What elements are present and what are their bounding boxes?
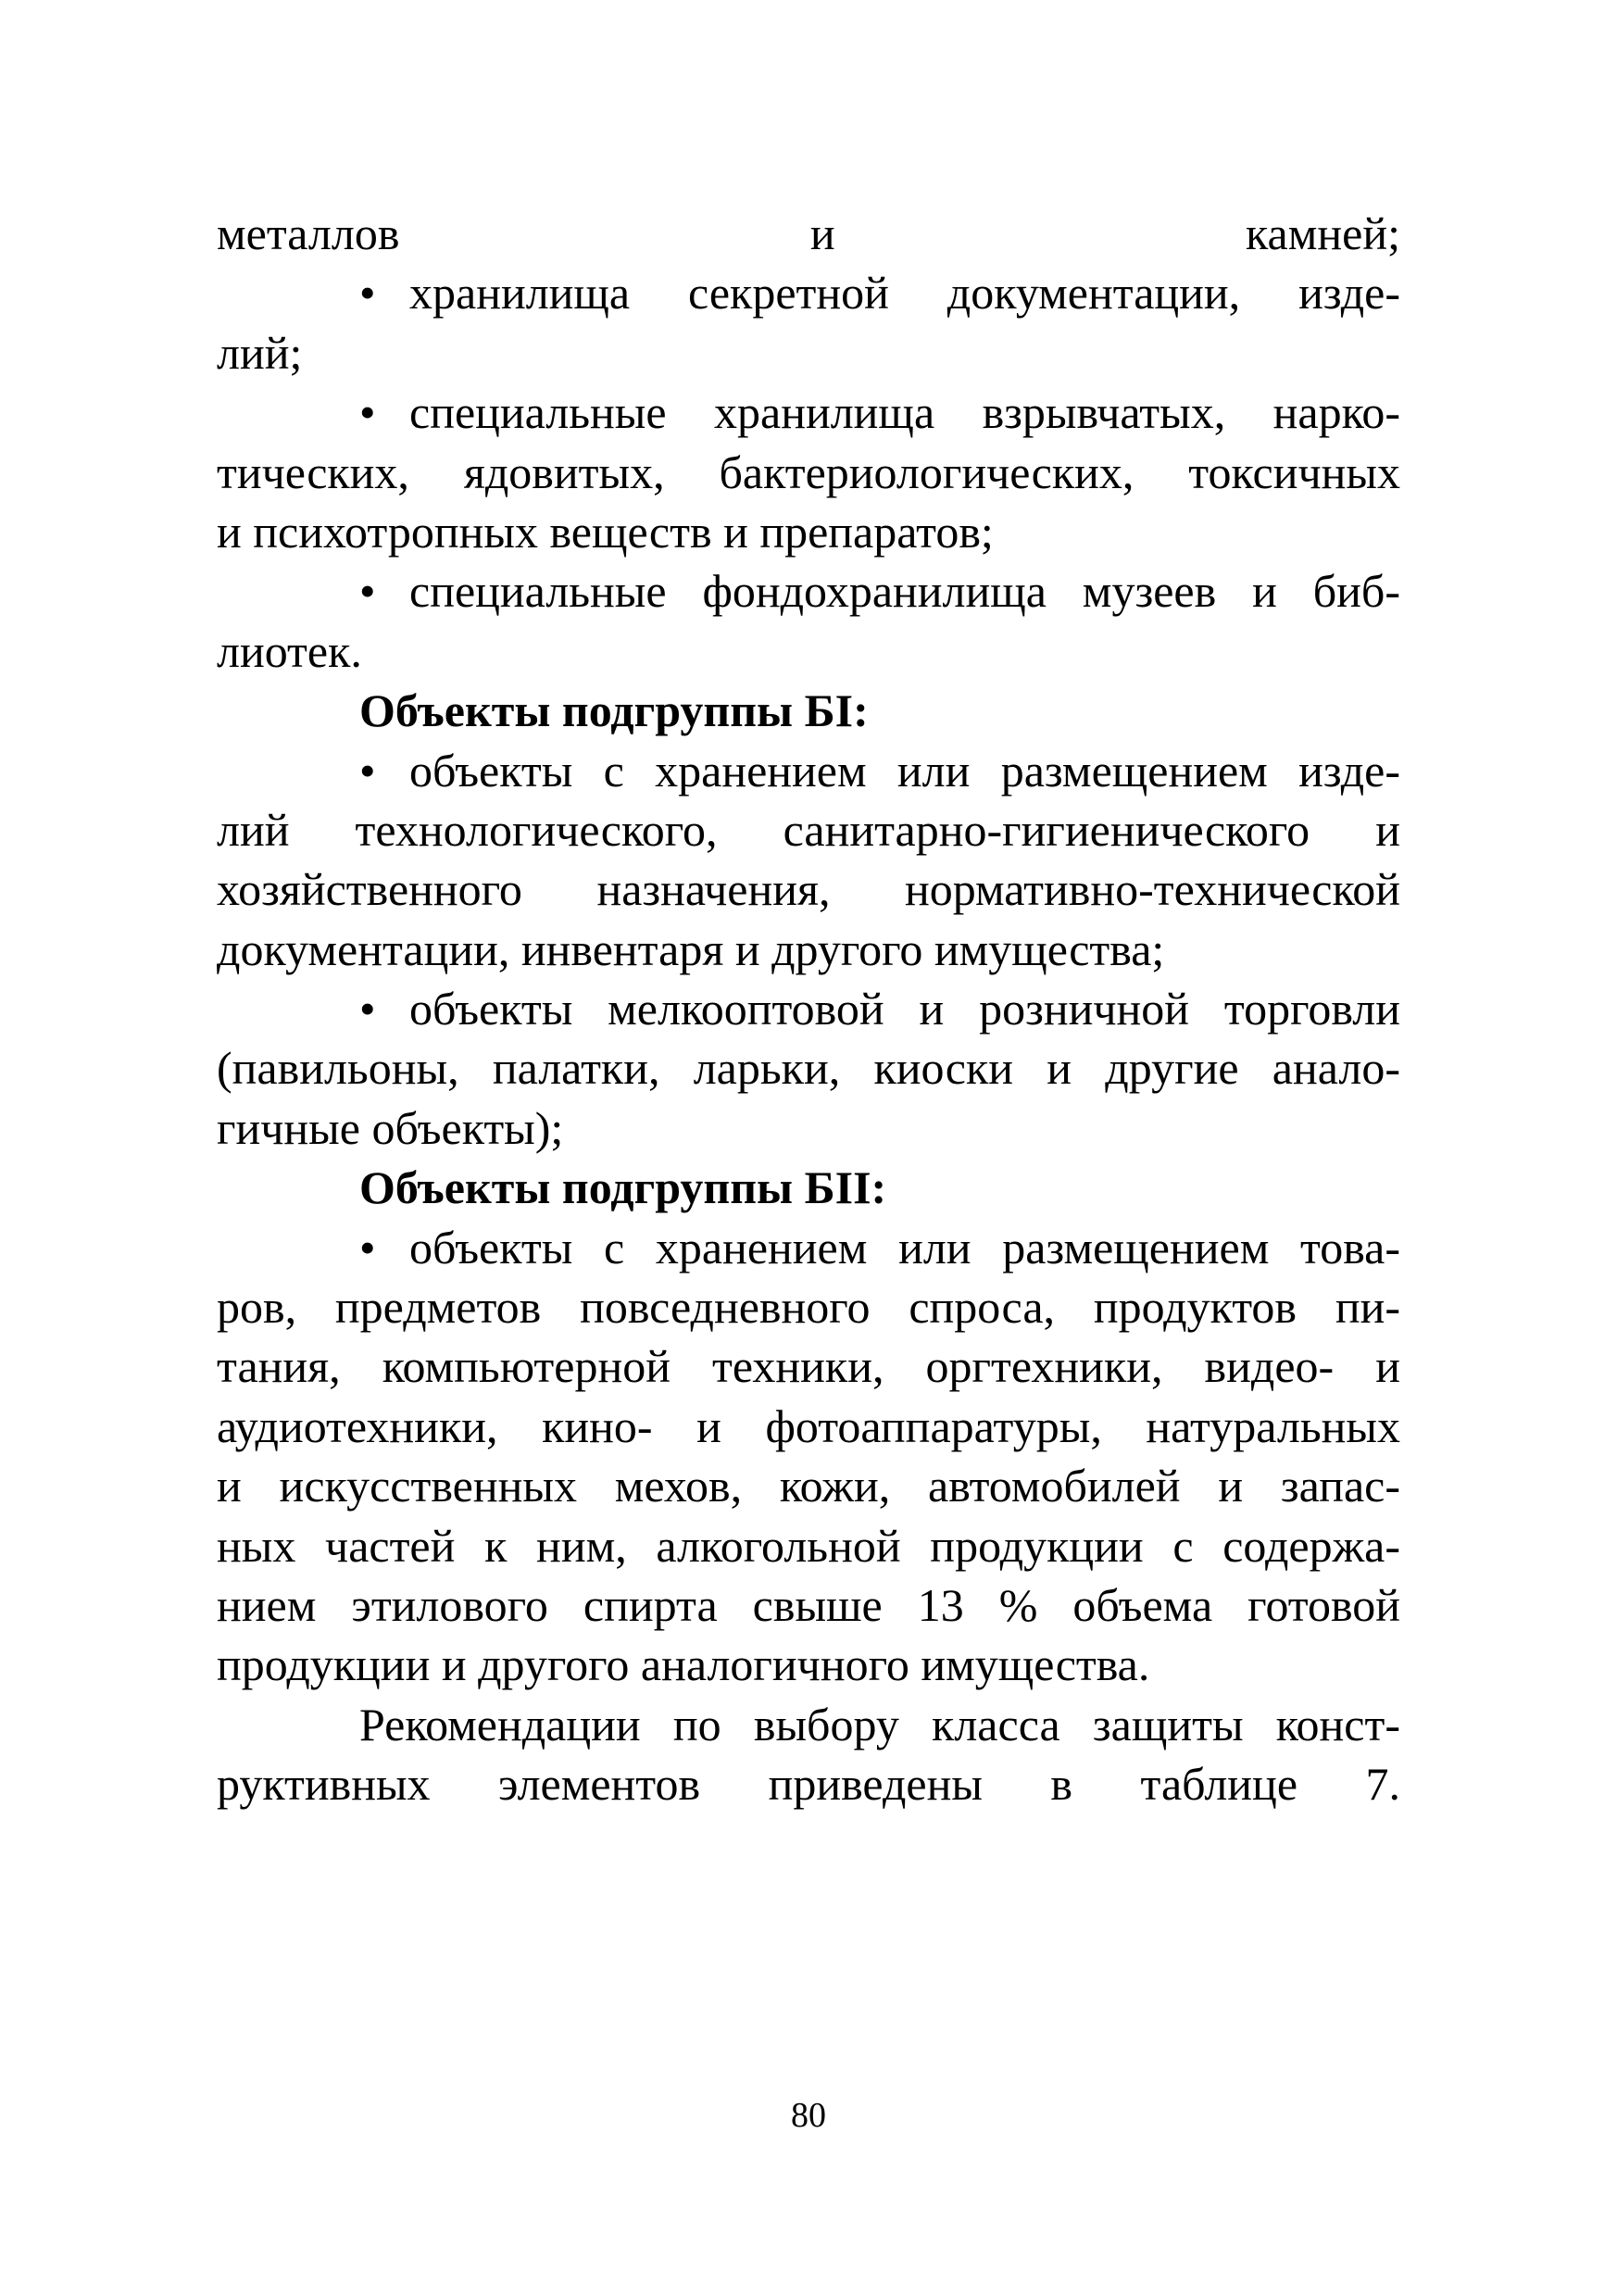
text-line: (павильоны, палатки, ларьки, киоски и другие анало-	[217, 1042, 1400, 1095]
bullet-item-line	[217, 979, 1400, 1038]
text-line: гичные объекты);	[217, 1101, 564, 1154]
bullet-icon: •	[359, 565, 376, 618]
text-line: ров, предметов повседневного спроса, продуктов пи-	[217, 1281, 1400, 1334]
bullet-item-text: хранилища секретной документации, изде-	[409, 267, 1400, 320]
text-line: документации, инвентаря и другого имущества;	[217, 922, 1165, 975]
text-line: и психотропных веществ и препаратов;	[217, 505, 994, 558]
text-line: продукции и другого аналогичного имущества.	[217, 1638, 1150, 1691]
bullet-item-line	[217, 383, 1400, 442]
text-line: и искусственных мехов, кожи, автомобилей и запас-	[217, 1460, 1400, 1512]
bullet-item-text: специальные фондохранилища музеев и биб-	[409, 565, 1400, 618]
text-line: лий технологического, санитарно-гигиенического и	[217, 803, 1400, 856]
bullet-item-text: объекты с хранением или размещением това-	[409, 1221, 1400, 1273]
text-line: ных частей к ним, алкогольной продукции с содержа-	[217, 1519, 1400, 1572]
bullet-icon: •	[359, 1221, 376, 1273]
bullet-icon: •	[359, 267, 376, 320]
page-body	[217, 204, 1400, 1814]
bullet-item-line	[217, 263, 1400, 322]
text-line: тания, компьютерной техники, оргтехники, видео- и	[217, 1340, 1400, 1393]
bullet-item-line	[217, 741, 1400, 800]
bullet-item-text: объекты мелкооптовой и розничной торговли	[409, 983, 1400, 1035]
text-line: тических, ядовитых, бактериологических, токсичных	[217, 445, 1400, 498]
text-line: нием этилового спирта свыше 13 % объема готовой	[217, 1578, 1400, 1631]
text-line: хозяйственного назначения, нормативно-технической	[217, 863, 1400, 916]
bullet-icon: •	[359, 744, 376, 797]
bullet-item-line	[217, 1218, 1400, 1277]
subgroup-heading: Объекты подгруппы БI:	[359, 684, 869, 737]
bullet-item-text: специальные хранилища взрывчатых, нарко-	[409, 386, 1400, 439]
text-line: лий;	[217, 326, 303, 379]
bullet-item-line	[217, 561, 1400, 621]
bullet-icon: •	[359, 386, 376, 439]
text-line: аудиотехники, кино- и фотоаппаратуры, натуральных	[217, 1399, 1400, 1452]
bullet-item-text: объекты с хранением или размещением изде-	[409, 744, 1400, 797]
text-line: металлов и камней;	[217, 207, 1400, 259]
subgroup-heading: Объекты подгруппы БII:	[359, 1161, 887, 1214]
text-line: руктивных элементов приведены в таблице 7.	[217, 1758, 1400, 1811]
paragraph-first-line: Рекомендации по выбору класса защиты конст-	[359, 1698, 1400, 1750]
bullet-icon: •	[359, 983, 376, 1035]
text-line: лиотек.	[217, 624, 362, 677]
page-number: 80	[791, 2096, 826, 2135]
